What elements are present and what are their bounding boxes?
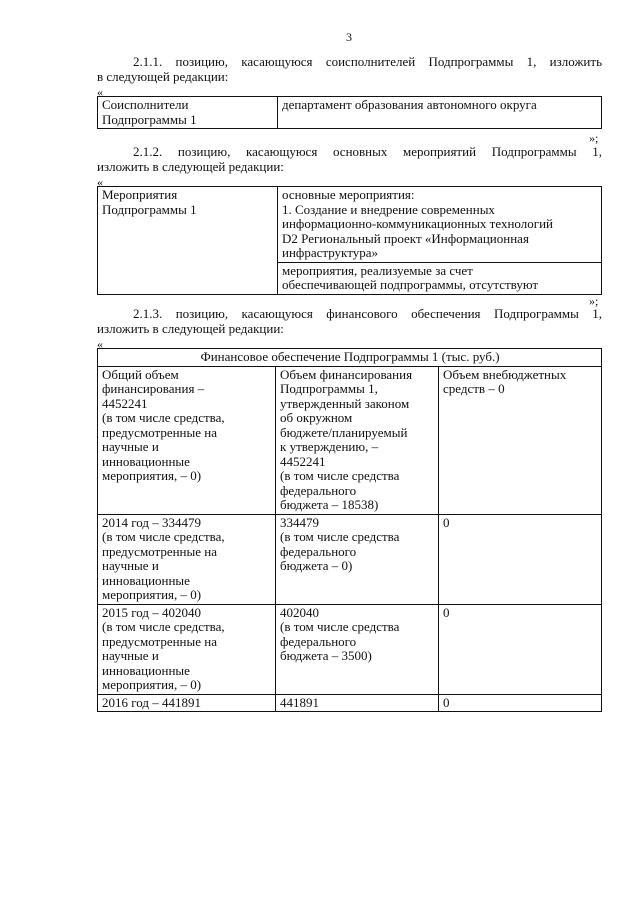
cell-line: предусмотренные на [102,633,218,649]
open-quote-1: « [97,85,103,99]
cell-line: бюджете/планируемый [280,424,408,440]
cell-line: научные и [102,439,159,454]
section-1-line1: 2.1.1. позицию, касающуюся соисполнителей Подпрограммы 1, изложить [133,54,602,69]
cell-line: 2015 год – 402040 [102,604,201,620]
section-1-text [97,55,602,84]
table-title: Финансовое обеспечение Подпрограммы 1 (тыс. руб.) [98,349,602,367]
cell-line: федерального [280,633,357,649]
cell-line: инновационные [102,572,190,588]
section-3-line2: изложить в следующей редакции: [97,320,284,336]
financing-table [97,348,602,712]
cell-line: бюджета – 3500) [280,648,372,663]
cell-line: предусмотренные на [102,543,218,559]
cell-line: основные мероприятия: [282,187,415,202]
cell-line: инновационные [102,662,190,678]
cell-line: 0 [443,604,450,620]
table-title-row [98,349,602,367]
cell-line: финансирования – [102,381,205,396]
cell-line: Мероприятия [102,187,178,202]
cell-line: 4452241 [280,453,326,469]
cell-line: мероприятия, – 0) [102,587,202,602]
cell-line: Общий объем [102,366,179,382]
header-approved [276,366,439,514]
cell-line: Подпрограммы 1 [102,111,197,127]
cell-line: Подпрограммы 1, [280,381,378,396]
table-cell [276,604,439,694]
cell-line: федерального [280,482,357,498]
co-executors-table [97,96,602,129]
table-row [98,97,602,129]
table-cell [276,694,439,712]
cell-line: научные и [102,648,159,663]
cell-line: 0 [443,514,450,530]
cell-line: бюджета – 0) [280,558,353,573]
cell-line: (в том числе средства, [102,619,225,634]
cell-line: средств – 0 [443,381,505,396]
close-quote-1: »; [589,131,599,145]
cell-line: мероприятия, – 0) [102,468,202,483]
cell-line: (в том числе средства [280,619,400,634]
header-total [98,366,276,514]
section-2-line2: изложить в следующей редакции: [97,158,284,174]
section-2-line1: 2.1.2. позицию, касающуюся основных мероприятий Подпрограммы 1, [133,144,602,159]
open-quote-3: « [97,337,103,351]
cell-line: федерального [280,543,357,559]
table-cell [98,694,276,712]
cell-line: научные и [102,558,159,573]
table-cell [439,514,602,604]
table-row [98,694,602,712]
cell-line: утвержденный законом [280,395,410,411]
page-number: 3 [346,30,352,44]
cell-line: бюджета – 18538) [280,497,379,512]
table-cell [439,694,602,712]
cell-line: к утверждению, – [280,439,379,454]
table-cell [98,514,276,604]
cell-line: 2016 год – 441891 [102,694,201,710]
cell-line: обеспечивающей подпрограммы, отсутствуют [282,277,539,292]
open-quote-2: « [97,175,103,189]
cell-line: (в том числе средства [280,468,400,483]
table-row [98,514,602,604]
table-cell-value [278,262,602,294]
cell-line: D2 Региональный проект «Информационная [282,230,529,246]
table-cell [98,604,276,694]
cell-line: (в том числе средства [280,529,400,544]
cell-line: инновационные [102,453,190,469]
section-1-line2: в следующей редакции: [97,68,229,84]
cell-line: предусмотренные на [102,424,218,440]
activities-table [97,186,602,295]
table-cell [276,514,439,604]
cell-line: информационно-коммуникационных технологий [282,216,553,231]
table-cell-value [278,187,602,263]
cell-line: 2014 год – 334479 [102,514,201,530]
cell-line: мероприятия, реализуемые за счет [282,262,473,278]
section-3-text [97,307,602,336]
cell-line: Подпрограммы 1 [102,201,197,217]
cell-line: Соисполнители [102,97,189,112]
cell-line: 441891 [280,694,319,710]
cell-line: (в том числе средства, [102,529,225,544]
close-quote-2: »; [589,294,599,308]
table-cell-label [98,97,278,129]
cell-line: 402040 [280,604,319,620]
table-header-row [98,366,602,514]
cell-line: департамент образования автономного округа [282,97,537,112]
table-row [98,604,602,694]
cell-line: Объем финансирования [280,366,413,382]
cell-line: Объем внебюджетных [443,366,567,382]
cell-line: об окружном [280,410,353,425]
cell-line: 1. Создание и внедрение современных [282,201,495,217]
cell-line: инфраструктура» [282,245,378,260]
section-2-text [97,145,602,174]
header-extrabudgetary [439,366,602,514]
cell-line: мероприятия, – 0) [102,677,202,692]
cell-line: 4452241 [102,395,148,411]
table-cell-label [98,187,278,295]
section-3-line1: 2.1.3. позицию, касающуюся финансового обеспечения Подпрограммы 1, [133,306,602,321]
table-row [98,187,602,263]
table-cell-value [278,97,602,129]
cell-line: (в том числе средства, [102,410,225,425]
table-cell [439,604,602,694]
cell-line: 334479 [280,514,319,530]
cell-line: 0 [443,694,450,710]
